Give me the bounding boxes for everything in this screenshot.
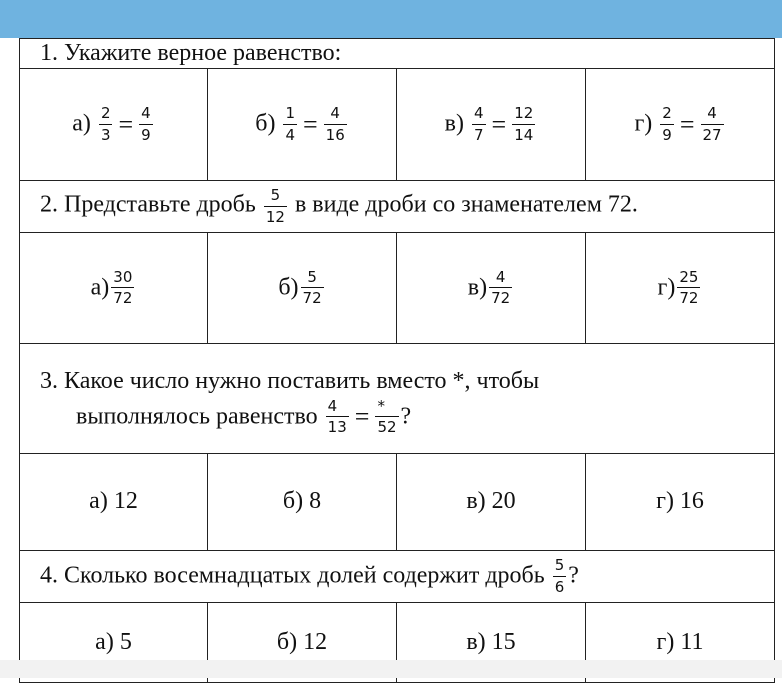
fraction: $\frac{*}{52}$ xyxy=(377,396,397,437)
q2-option-a[interactable] xyxy=(20,232,208,343)
option-label: б) xyxy=(255,110,276,137)
option-text: а) 12 xyxy=(89,488,138,515)
question-2-text-end: в виде дроби со знаменателем 72. xyxy=(294,191,638,218)
fraction: $\frac{5}{72}$ xyxy=(302,267,322,308)
option-text: г) 11 xyxy=(656,628,704,655)
question-2-text: 2. Представьте дробь xyxy=(40,191,256,218)
option-label: б) xyxy=(278,274,299,301)
fraction: $\frac{25}{72}$ xyxy=(679,267,699,308)
option-label: в) xyxy=(467,274,488,301)
option-label: а) xyxy=(72,110,91,137)
question-1 xyxy=(20,39,775,69)
question-3-line-1: 3. Какое число нужно поставить вместо *, чтобы xyxy=(40,367,540,394)
question-3-line-2-row xyxy=(40,398,762,436)
quiz-table xyxy=(19,38,775,683)
q1-option-b[interactable] xyxy=(208,68,397,180)
top-banner xyxy=(0,0,782,38)
fraction: $\frac{4}{16}$ xyxy=(325,104,345,144)
question-3-line-2: выполнялось равенство xyxy=(76,403,318,430)
q1-option-d[interactable] xyxy=(586,68,775,180)
option-text: г) 16 xyxy=(656,488,704,515)
fraction: $\frac{1}{4}$ xyxy=(285,104,295,144)
question-4-text: 4. Сколько восемнадцатых долей содержит дробь xyxy=(40,562,545,589)
bottom-strip xyxy=(0,660,782,678)
fraction: $\frac{4}{72}$ xyxy=(491,267,511,308)
question-4 xyxy=(20,550,775,602)
fraction: $\frac{4}{9}$ xyxy=(141,104,151,144)
option-text: в) 20 xyxy=(466,488,516,515)
option-label: а) xyxy=(90,274,110,301)
option-text: а) 5 xyxy=(95,628,132,655)
fraction: $\frac{4}{27}$ xyxy=(702,104,722,144)
question-1-text: 1. Укажите верное равенство: xyxy=(40,40,342,66)
fraction: $\frac{5}{6}$ xyxy=(554,556,565,596)
q3-option-b[interactable] xyxy=(208,453,397,550)
equals-sign: = xyxy=(354,402,370,432)
equals-sign: = xyxy=(118,109,134,139)
q1-option-c[interactable] xyxy=(397,68,586,180)
option-text: б) 8 xyxy=(282,488,322,515)
equals-sign: = xyxy=(679,109,695,139)
question-mark: ? xyxy=(400,403,412,430)
equals-sign: = xyxy=(302,109,318,139)
fraction: $\frac{4}{7}$ xyxy=(474,104,484,144)
fraction: $\frac{12}{14}$ xyxy=(514,104,534,144)
fraction: $\frac{4}{13}$ xyxy=(327,396,347,437)
option-label: г) xyxy=(634,110,653,137)
q2-option-d[interactable] xyxy=(586,232,775,343)
question-2 xyxy=(20,180,775,232)
fraction: $\frac{2}{3}$ xyxy=(100,104,111,144)
option-text: б) 12 xyxy=(276,628,328,655)
fraction: $\frac{2}{9}$ xyxy=(662,104,672,144)
q2-option-c[interactable] xyxy=(397,232,586,343)
equals-sign: = xyxy=(491,109,507,139)
q1-option-a[interactable] xyxy=(20,68,208,180)
q3-option-d[interactable] xyxy=(586,453,775,550)
question-3 xyxy=(20,343,775,453)
fraction: $\frac{30}{72}$ xyxy=(113,267,133,308)
q2-option-b[interactable] xyxy=(208,232,397,343)
fraction: $\frac{5}{12}$ xyxy=(265,186,285,226)
option-label: г) xyxy=(657,274,676,301)
option-label: в) xyxy=(444,110,464,137)
q3-option-c[interactable] xyxy=(397,453,586,550)
option-text: в) 15 xyxy=(466,628,516,655)
q3-option-a[interactable] xyxy=(20,453,208,550)
question-mark: ? xyxy=(568,562,579,589)
